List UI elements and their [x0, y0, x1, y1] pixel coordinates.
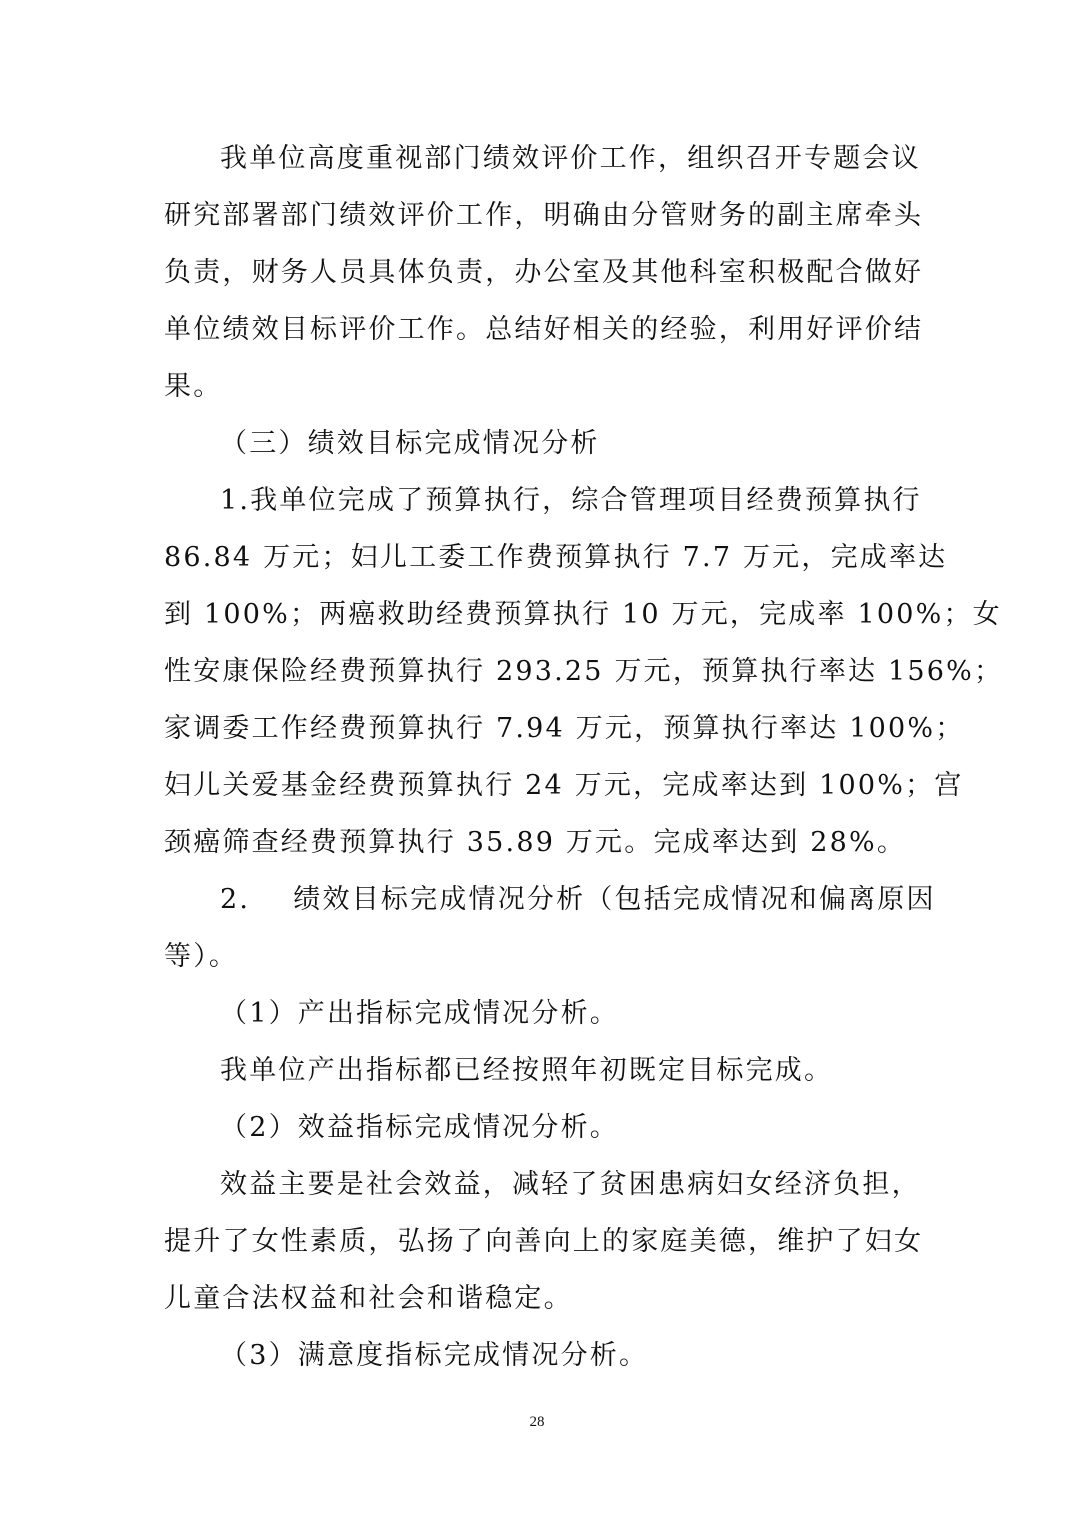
text-line: 2. 绩效目标完成情况分析（包括完成情况和偏离原因 — [220, 884, 936, 915]
text-line: 妇儿关爱基金经费预算执行 24 万元，完成率达到 100%；宫 — [164, 770, 964, 801]
text-line: 果。 — [164, 371, 223, 402]
text-line: 我单位产出指标都已经按照年初既定目标完成。 — [220, 1055, 834, 1086]
text-line: 86.84 万元；妇儿工委工作费预算执行 7.7 万元，完成率达 — [164, 542, 948, 573]
text-line: 负责，财务人员具体负责，办公室及其他科室积极配合做好 — [164, 257, 924, 288]
page-number: 28 — [529, 1414, 545, 1430]
subsection-heading: （1）产出指标完成情况分析。 — [220, 998, 619, 1029]
text-line: 我单位高度重视部门绩效评价工作，组织召开专题会议 — [220, 143, 921, 174]
text-line: 单位绩效目标评价工作。总结好相关的经验，利用好评价结 — [164, 314, 924, 345]
text-line: 性安康保险经费预算执行 293.25 万元，预算执行率达 156%； — [164, 656, 1004, 687]
text-line: 等）。 — [164, 941, 239, 972]
section-heading: （三）绩效目标完成情况分析 — [220, 428, 600, 459]
subsection-heading: （3）满意度指标完成情况分析。 — [220, 1340, 649, 1371]
text-line: 1.我单位完成了预算执行，综合管理项目经费预算执行 — [220, 485, 922, 516]
text-line: 效益主要是社会效益，减轻了贫困患病妇女经济负担， — [220, 1169, 921, 1200]
subsection-heading: （2）效益指标完成情况分析。 — [220, 1112, 619, 1143]
text-line: 研究部署部门绩效评价工作，明确由分管财务的副主席牵头 — [164, 200, 924, 231]
text-line: 提升了女性素质，弘扬了向善向上的家庭美德，维护了妇女 — [164, 1226, 924, 1257]
text-line: 儿童合法权益和社会和谐稳定。 — [164, 1283, 573, 1314]
text-line: 到 100%；两癌救助经费预算执行 10 万元，完成率 100%；女 — [164, 599, 1002, 630]
text-line: 家调委工作经费预算执行 7.94 万元，预算执行率达 100%； — [164, 713, 965, 744]
text-line: 颈癌筛查经费预算执行 35.89 万元。完成率达到 28%。 — [164, 827, 907, 858]
